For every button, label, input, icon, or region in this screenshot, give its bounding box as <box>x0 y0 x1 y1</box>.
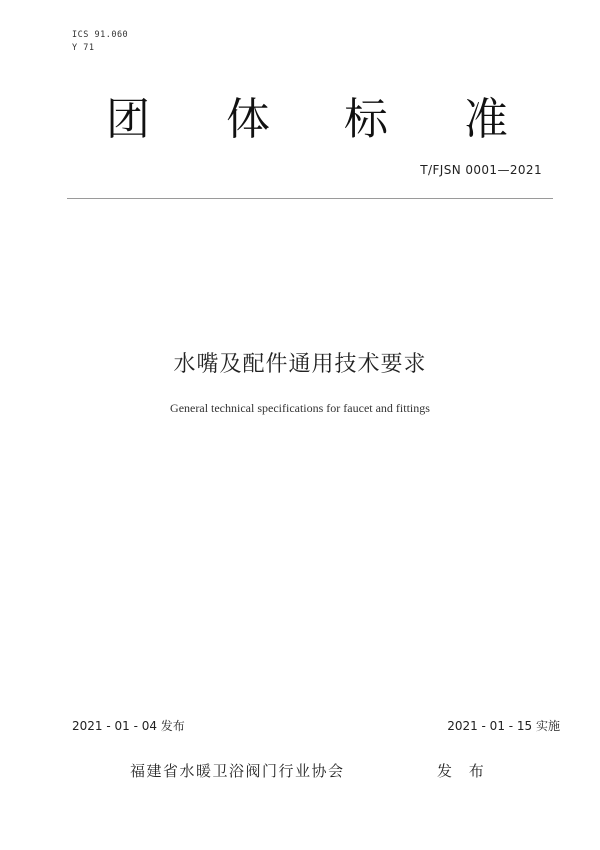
doc-type-char: 体 <box>226 94 270 145</box>
title-english: General technical specifications for faucet and fittings <box>170 401 430 415</box>
publish-label: 发 布 <box>437 762 490 780</box>
implement-date: 2021 - 01 - 15 实施 <box>447 719 560 733</box>
ccs-code: Y 71 <box>72 42 95 53</box>
document-type-heading <box>0 94 600 154</box>
standard-number: T/FJSN 0001—2021 <box>420 163 542 177</box>
organization-name: 福建省水暖卫浴阀门行业协会 <box>130 762 345 780</box>
doc-type-char: 标 <box>344 94 388 145</box>
doc-type-char: 准 <box>464 94 508 145</box>
publish-date: 2021 - 01 - 04 发布 <box>72 719 185 733</box>
doc-type-char: 团 <box>106 94 150 145</box>
classification-codes <box>72 29 128 54</box>
ics-code: ICS 91.060 <box>72 30 129 40</box>
header-divider <box>67 198 553 199</box>
title-chinese: 水嘴及配件通用技术要求 <box>173 352 427 377</box>
